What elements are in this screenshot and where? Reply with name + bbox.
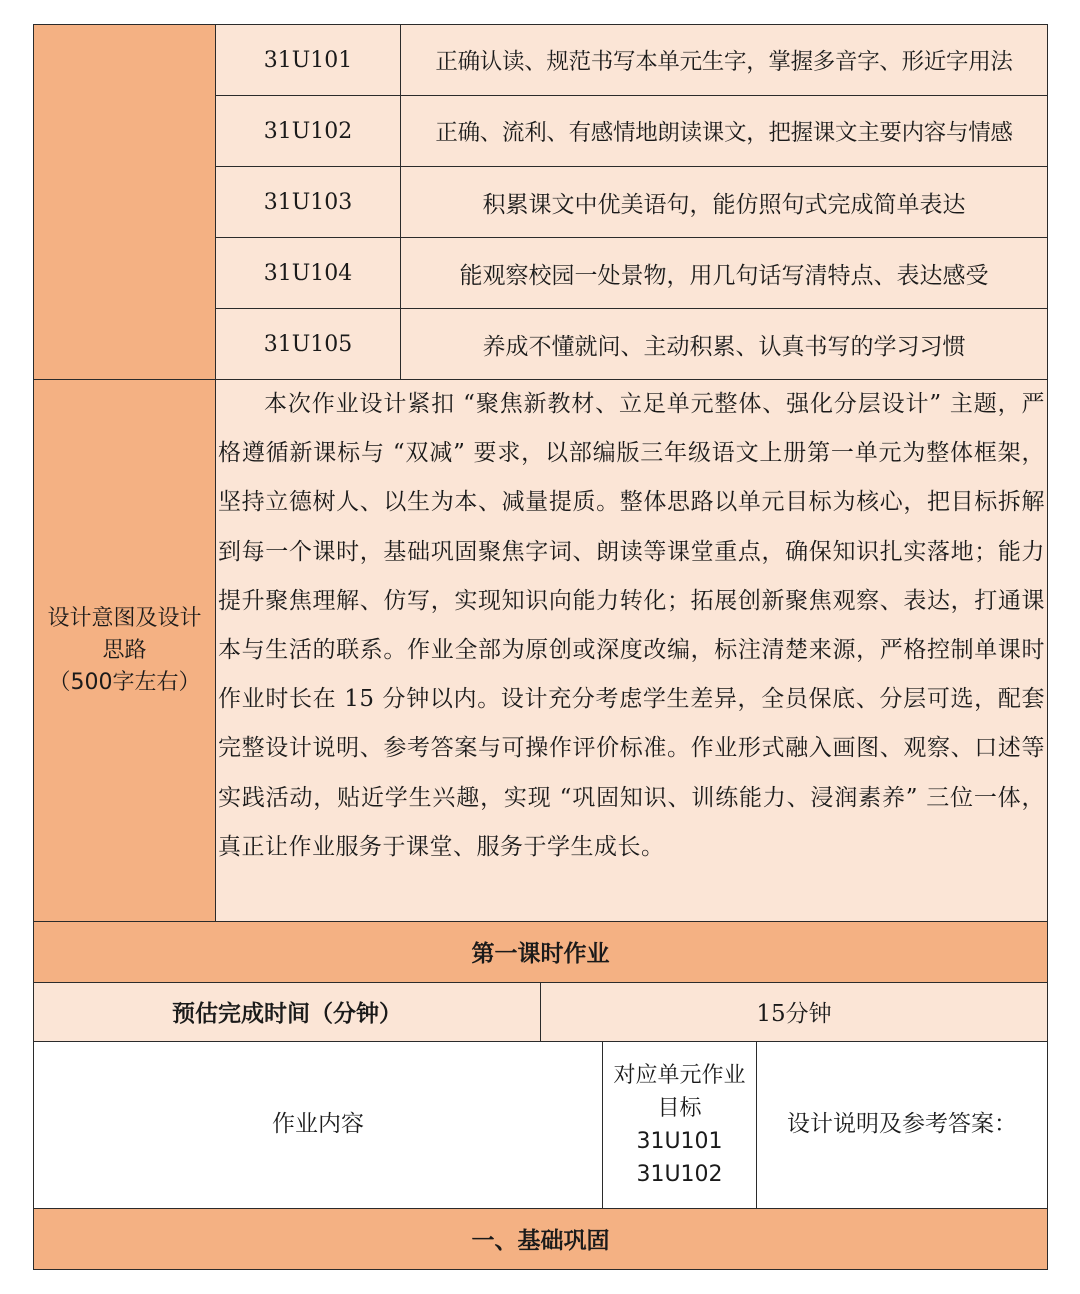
target-line2: 目标 <box>657 1095 702 1121</box>
objective-code: 31U105 <box>216 309 401 380</box>
objective-text: 能观察校园一处景物，用几句话写清特点、表达感受 <box>401 238 1048 309</box>
time-value: 15分钟 <box>541 982 1048 1041</box>
lesson1-title: 第一课时作业 <box>34 921 1048 982</box>
objective-text: 积累课文中优美语句，能仿照句式完成简单表达 <box>401 167 1048 238</box>
design-row <box>34 380 1048 922</box>
section-basic: 一、基础巩固 <box>34 1208 1048 1269</box>
objective-code: 31U101 <box>216 25 401 96</box>
objectives-table <box>33 24 1048 922</box>
target-line1: 对应单元作业 <box>613 1062 746 1088</box>
target-code2: 31U102 <box>636 1161 723 1187</box>
time-label: 预估完成时间（分钟） <box>34 982 541 1041</box>
objective-text: 养成不懂就问、主动积累、认真书写的学习习惯 <box>401 309 1048 380</box>
homework-design-form <box>33 24 1047 1270</box>
content-header: 作业内容 <box>34 1041 603 1208</box>
objective-code: 31U103 <box>216 167 401 238</box>
objective-text: 正确、流利、有感情地朗读课文，把握课文主要内容与情感 <box>401 96 1048 167</box>
design-paragraph: 本次作业设计紧扣 “聚焦新教材、立足单元整体、强化分层设计” 主题，严格遵循新课标与 “双减” 要求，以部编版三年级语文上册第一单元为整体框架，坚持立德树人、以生为本、减量提质。整体思路以单元目标为核心，把目标拆解到每一个课时，基础巩固聚焦字词、朗读等课堂重点，确保知识扎实落地；能力提升聚焦理解、仿写，实现知识向能力转化；拓展创新聚焦观察、表达，打通课本与生活的联系。作业全部为原创或深度改编，标注清楚来源，严格控制单课时作业时长在 15 分钟以内。设计充分考虑学生差异，全员保底、分层可选，配套完整设计说明、参考答案与可操作评价标准。作业形式融入画图、观察、口述等实践活动，贴近学生兴趣，实现 “巩固知识、训练能力、浸润素养” 三位一体，真正让作业服务于课堂、服务于学生成长。 <box>218 391 1045 860</box>
objective-text: 正确认读、规范书写本单元生字，掌握多音字、形近字用法 <box>401 25 1048 96</box>
answer-header: 设计说明及参考答案： <box>757 1041 1048 1208</box>
objective-left-cell <box>34 25 216 380</box>
design-label-line3: （500字左右） <box>48 669 201 695</box>
objective-row <box>34 25 1048 96</box>
lesson1-table <box>33 921 1048 1270</box>
design-content-cell <box>216 380 1048 922</box>
objective-code: 31U102 <box>216 96 401 167</box>
design-label <box>34 380 216 922</box>
design-label-line2: 思路 <box>102 637 147 663</box>
target-header <box>603 1041 757 1208</box>
design-label-line1: 设计意图及设计 <box>47 605 202 631</box>
target-code1: 31U101 <box>636 1128 723 1154</box>
objective-code: 31U104 <box>216 238 401 309</box>
